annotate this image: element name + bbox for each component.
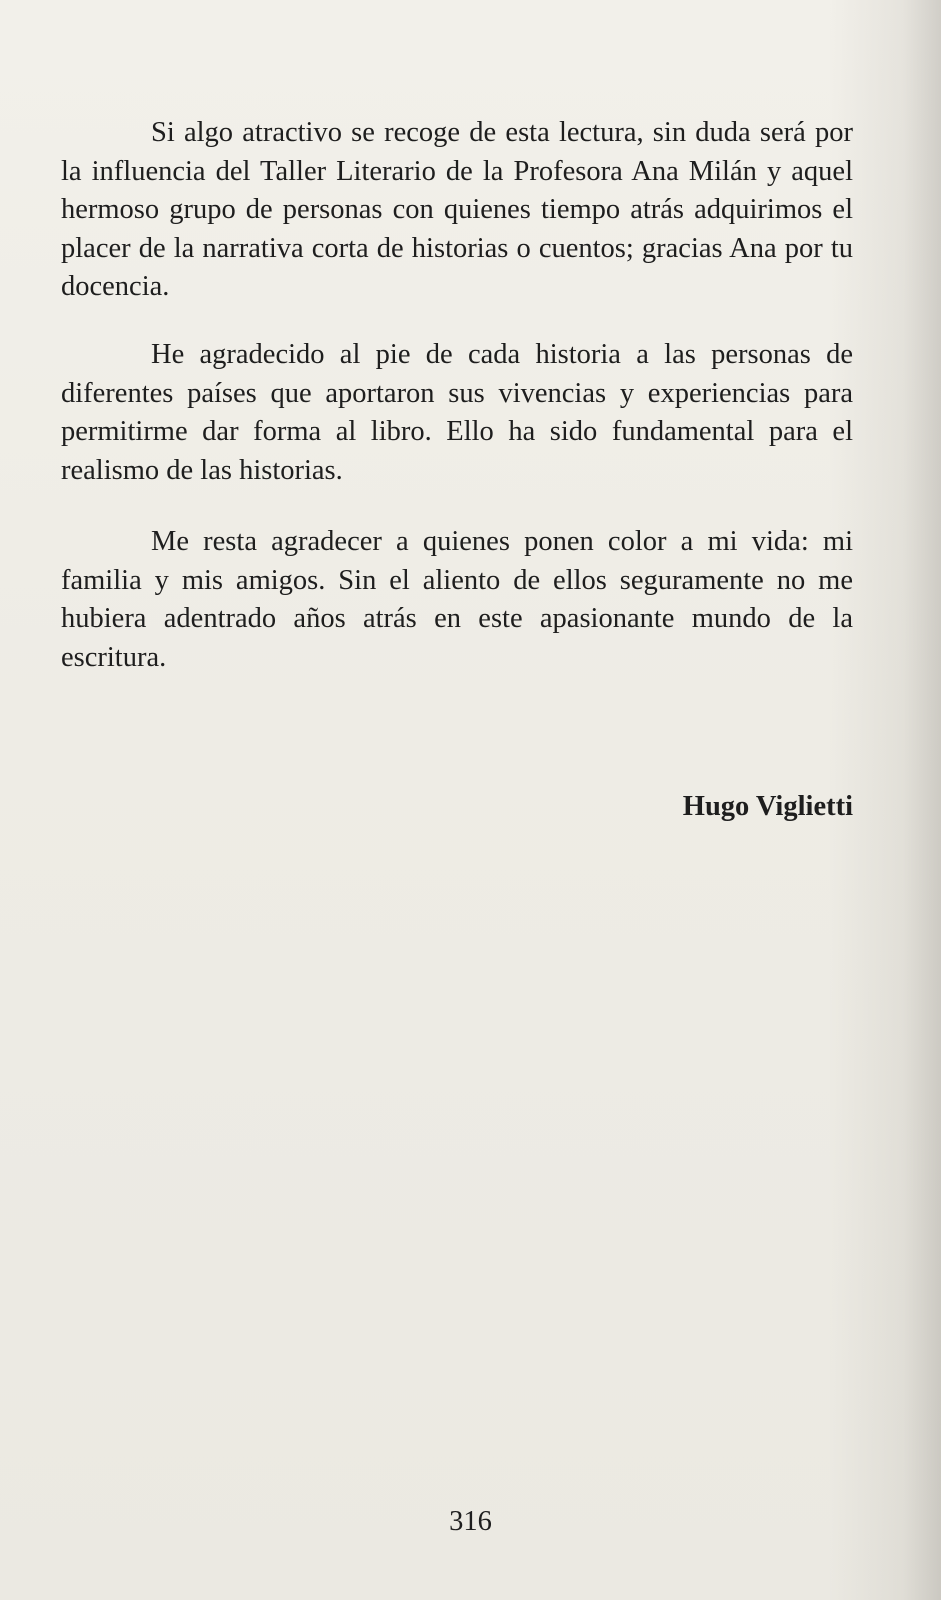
page-number: 316 (449, 1506, 492, 1537)
paragraph-workshop-acknowledgment: Si algo atractivo se recoge de esta lectura, sin duda será por la influencia del Taller Literario de la Profesora Ana Milán y aquel hermoso grupo de personas con quienes tiempo atrás adquirimos el placer de la narrativa corta de historias o cuentos; gracias Ana por tu docencia. (61, 117, 853, 303)
author-signature: Hugo Viglietti (682, 791, 853, 822)
paragraph-family-acknowledgment: Me resta agradecer a quienes ponen color a mi vida: mi familia y mis amigos. Sin el aliento de ellos seguramente no me hubiera adentrado años atrás en este apasionante mundo de la escritura. (61, 526, 853, 673)
paragraph-stories-acknowledgment: He agradecido al pie de cada historia a las personas de diferentes países que aportaron sus vivencias y experiencias para permitirme dar forma al libro. Ello ha sido fundamental para el realismo de las historias. (61, 339, 853, 486)
